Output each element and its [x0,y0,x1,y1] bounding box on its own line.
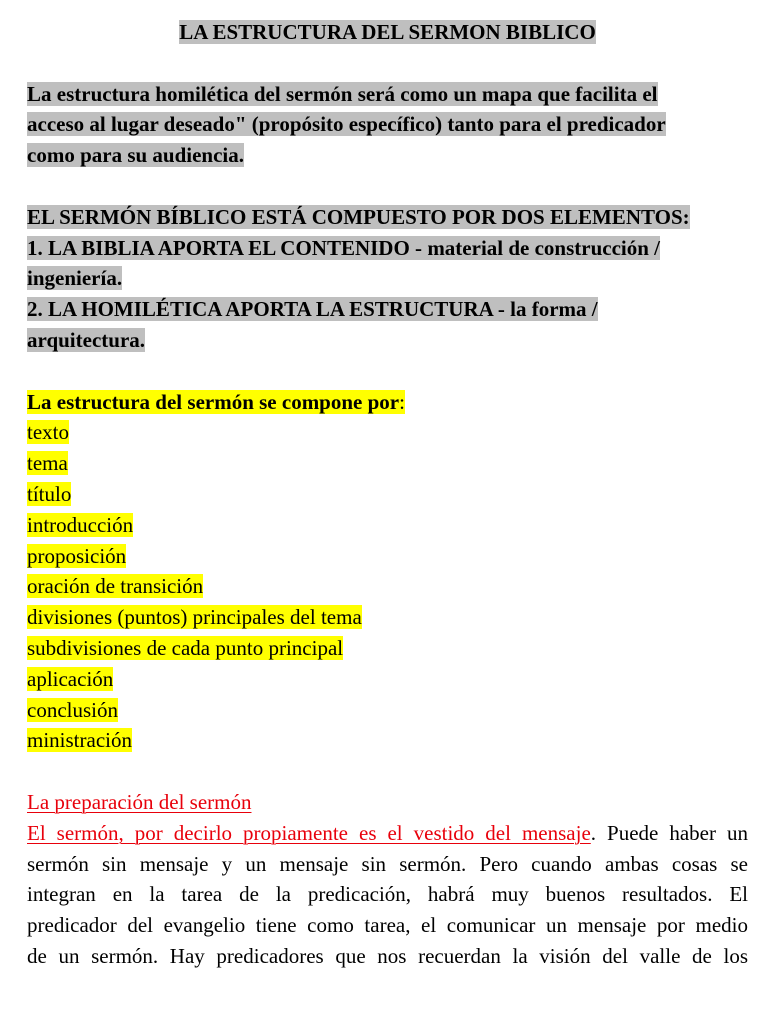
intro-paragraph [27,79,748,171]
structure-heading-colon: : [399,389,405,414]
element-2-desc-a: la forma / [504,297,598,322]
structure-list-item [27,725,748,756]
structure-list-item-text: oración de transición [27,574,204,599]
preparation-line-2: sermón sin mensaje y un mensaje sin sermón. Pero cuando ambas cosas se [27,851,748,876]
structure-list-item [27,510,748,541]
preparation-line-4: predicador del evangelio tiene como tarea, el comunicar un mensaje por medio [27,913,748,938]
preparation-line-3: integran en la tarea de la predicación, habrá muy buenos resultados. El [27,882,748,907]
intro-line-2: acceso al lugar deseado" (propósito específico) tanto para el predicador [27,112,666,137]
structure-heading: La estructura del sermón se compone por [27,389,400,414]
document-title-line [27,17,748,48]
structure-list-item-text: tema [27,451,68,476]
elements-section [27,202,748,356]
structure-list-item [27,448,748,479]
preparation-section [27,787,748,972]
structure-list-item [27,602,748,633]
structure-list-item-text: conclusión [27,697,118,722]
element-2-desc-b: arquitectura. [27,327,146,352]
blank-line [27,48,748,79]
structure-list-item-text: título [27,481,72,506]
blank-line [27,356,748,387]
element-1-title: 1. LA BIBLIA APORTA EL CONTENIDO - [27,235,423,260]
element-1-desc-a: material de construcción / [422,235,661,260]
blank-line [27,171,748,202]
document-title: LA ESTRUCTURA DEL SERMON BIBLICO [179,20,596,44]
structure-list-item-text: introducción [27,512,134,537]
structure-list-item [27,479,748,510]
intro-line-3: como para su audiencia. [27,143,245,168]
elements-heading: EL SERMÓN BÍBLICO ESTÁ COMPUESTO POR DOS ELEMENTOS: [27,204,690,229]
structure-list-item [27,571,748,602]
structure-list-item-text: divisiones (puntos) principales del tema [27,605,362,630]
element-1-desc-b: ingeniería. [27,266,123,291]
structure-list-item [27,695,748,726]
structure-list-item [27,541,748,572]
structure-list-item-text: ministración [27,728,132,753]
document-page [27,17,748,972]
structure-list-item [27,664,748,695]
structure-list [27,417,748,756]
preparation-heading: La preparación del sermón [27,789,252,814]
preparation-line-5: de un sermón. Hay predicadores que nos recuerdan la visión del valle de los [27,943,748,968]
structure-list-item-text: subdivisiones de cada punto principal [27,635,344,660]
structure-list-item-text: aplicación [27,666,114,691]
structure-list-item [27,633,748,664]
blank-line [27,756,748,787]
structure-list-item [27,417,748,448]
element-2-title: 2. LA HOMILÉTICA APORTA LA ESTRUCTURA - [27,297,505,322]
preparation-underlined-sentence: El sermón, por decirlo propiamente es el vestido del mensaje [27,820,591,845]
intro-line-1: La estructura homilética del sermón será como un mapa que facilita el [27,81,658,106]
structure-list-item-text: texto [27,420,69,445]
structure-list-item-text: proposición [27,543,127,568]
preparation-line-1-rest: . Puede haber un [590,820,748,845]
structure-section [27,387,748,757]
